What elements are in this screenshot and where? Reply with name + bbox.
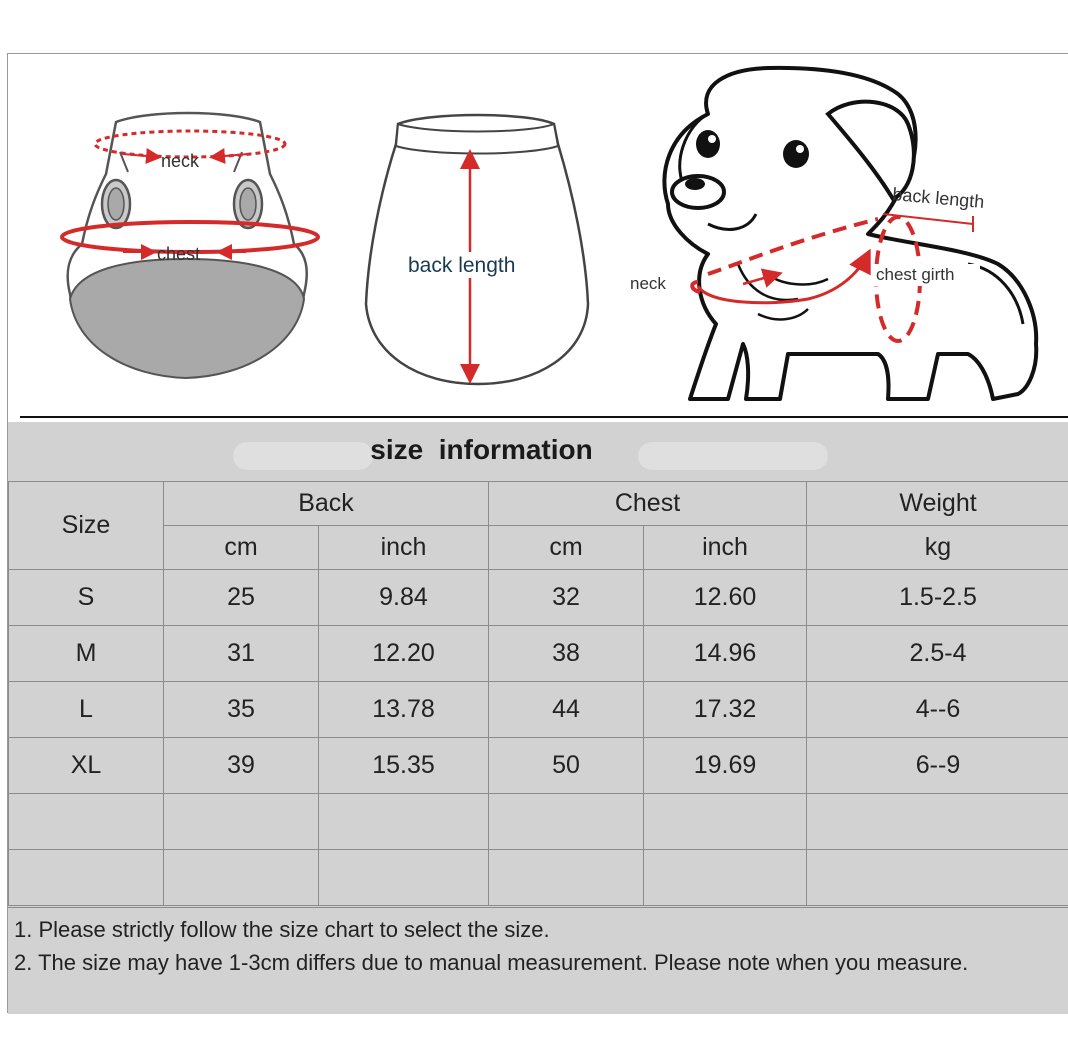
table-row [9,570,1068,626]
chest-cm-cell: 32 [489,570,644,626]
size-cell: S [9,570,164,626]
header-weight: Weight [807,482,1068,526]
size-cell: M [9,626,164,682]
empty-row [9,794,1068,850]
table-row [9,626,1068,682]
header-back-cm: cm [164,526,319,570]
header-back-inch: inch [319,526,489,570]
table-row [9,738,1068,794]
back-cm-cell: 31 [164,626,319,682]
chest-inch-cell: 14.96 [644,626,807,682]
size-chart-sheet [7,53,1068,1013]
weight-kg-cell: 4--6 [807,682,1068,738]
chest-cm-cell: 44 [489,682,644,738]
chest-cm-cell: 38 [489,626,644,682]
size-information-panel [8,422,1068,1014]
header-row-1 [9,482,1068,526]
header-chest-cm: cm [489,526,644,570]
chest-inch-cell: 19.69 [644,738,807,794]
weight-kg-cell: 2.5-4 [807,626,1068,682]
size-cell: L [9,682,164,738]
illustration-canvas [8,54,1068,416]
table-row [9,682,1068,738]
header-weight-kg: kg [807,526,1068,570]
section-divider [20,416,1068,418]
dog-neck-label: neck [630,274,666,293]
back-inch-cell: 12.20 [319,626,489,682]
chest-inch-cell: 17.32 [644,682,807,738]
chest-cm-cell: 50 [489,738,644,794]
back-cm-cell: 25 [164,570,319,626]
size-cell: XL [9,738,164,794]
back-inch-cell: 13.78 [319,682,489,738]
size-notes [8,907,1068,1014]
header-size: Size [9,482,164,570]
shirt-front-drawing [62,113,318,378]
front-chest-label: chest [157,244,201,264]
measurement-illustrations [8,54,1068,416]
weight-kg-cell: 6--9 [807,738,1068,794]
size-table [8,481,1068,906]
header-back: Back [164,482,489,526]
back-cm-cell: 39 [164,738,319,794]
chest-inch-cell: 12.60 [644,570,807,626]
header-chest-inch: inch [644,526,807,570]
back-inch-cell: 9.84 [319,570,489,626]
header-row-2 [9,526,1068,570]
empty-row [9,850,1068,906]
note-1: 1. Please strictly follow the size chart to select the size. [14,917,550,942]
dog-chest-girth-label: chest girth [876,265,955,284]
dog-back-length-label: back length [891,184,986,213]
header-chest: Chest [489,482,807,526]
front-neck-label: neck [161,151,200,171]
table-title: size information [370,434,593,465]
back-length-label: back length [408,254,516,277]
shirt-back-drawing [366,115,588,384]
weight-kg-cell: 1.5-2.5 [807,570,1068,626]
back-cm-cell: 35 [164,682,319,738]
back-inch-cell: 15.35 [319,738,489,794]
dog-drawing [630,68,1036,399]
size-information-title [8,422,1068,480]
note-2: 2. The size may have 1-3cm differs due to manual measurement. Please note when you measure. [14,950,969,975]
